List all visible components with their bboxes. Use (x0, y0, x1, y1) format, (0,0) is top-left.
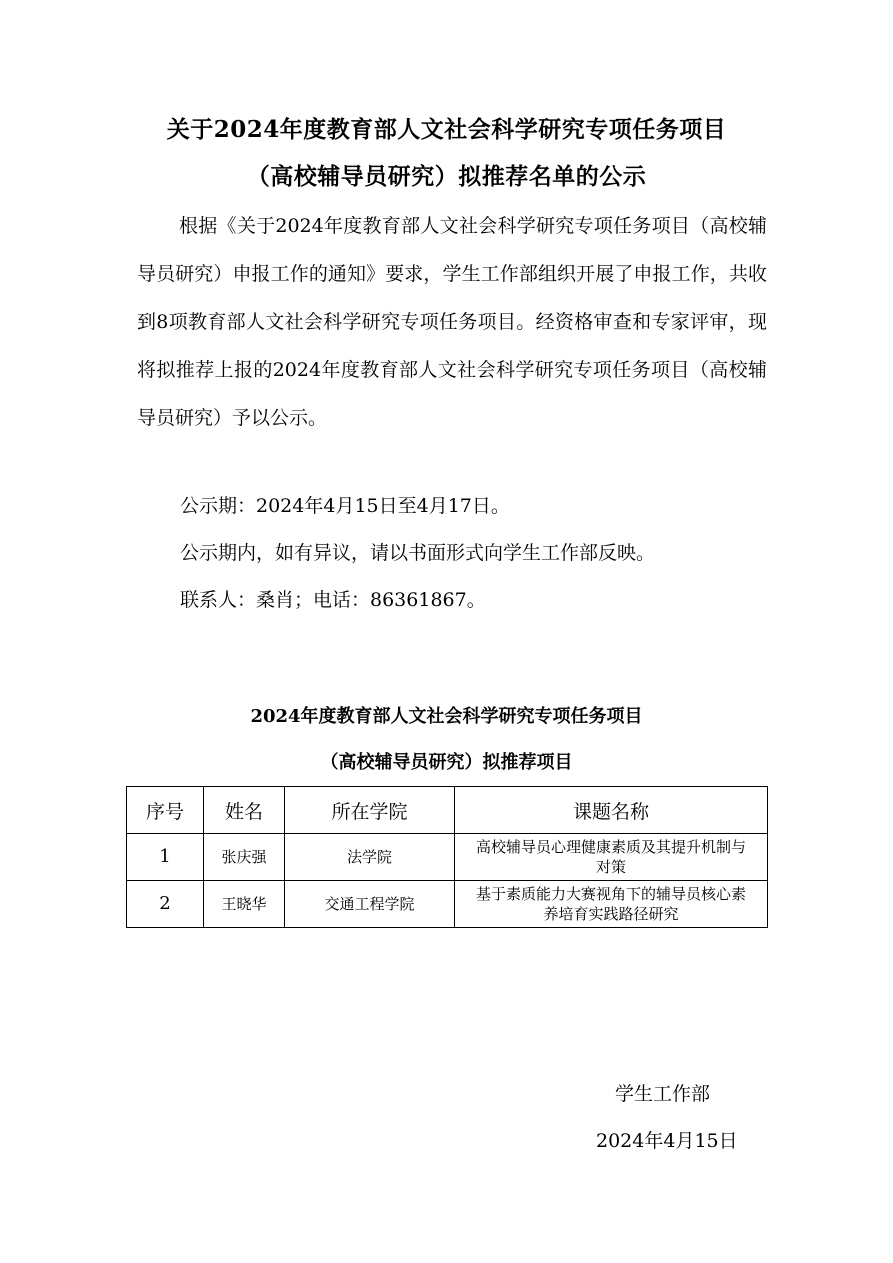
table-row (127, 881, 768, 928)
contact-info: 联系人：桑肖；电话：86361867。 (180, 589, 486, 611)
publicity-period: 公示期：2024年4月15日至4月17日。 (180, 495, 510, 517)
recommended-projects-table (126, 786, 768, 928)
signature-date: 2024年4月15日 (596, 1130, 738, 1152)
header-college: 所在学院 (285, 787, 455, 834)
table-title-line-1: 2024年度教育部人文社会科学研究专项任务项目 (250, 706, 643, 727)
header-topic: 课题名称 (455, 787, 768, 834)
row-num: 2 (127, 881, 204, 928)
objection-notice: 公示期内，如有异议，请以书面形式向学生工作部反映。 (180, 542, 656, 564)
row-college: 交通工程学院 (285, 881, 455, 928)
row-num: 1 (127, 834, 204, 881)
row-college: 法学院 (285, 834, 455, 881)
table-header-row (127, 787, 768, 834)
signature-department: 学生工作部 (615, 1083, 711, 1105)
header-num: 序号 (127, 787, 204, 834)
table-title-line-2: （高校辅导员研究）拟推荐项目 (320, 752, 573, 773)
header-name: 姓名 (204, 787, 285, 834)
announcement-body (137, 202, 767, 442)
document-title-line-2: （高校辅导员研究）拟推荐名单的公示 (246, 163, 647, 190)
announcement-paragraph: 根据《关于2024年度教育部人文社会科学研究专项任务项目（高校辅导员研究）申报工作的通知》要求，学生工作部组织开展了申报工作，共收到8项教育部人文社会科学研究专项任务项目。经资格审查和专家评审，现将拟推荐上报的2024年度教育部人文社会科学研究专项任务项目（高校辅导员研究）予以公示。 (137, 215, 767, 429)
row-name: 张庆强 (204, 834, 285, 881)
row-name: 王晓华 (204, 881, 285, 928)
row-topic: 基于素质能力大赛视角下的辅导员核心素养培育实践路径研究 (455, 881, 768, 928)
table-row (127, 834, 768, 881)
document-title-line-1: 关于2024年度教育部人文社会科学研究专项任务项目 (166, 116, 727, 143)
row-topic: 高校辅导员心理健康素质及其提升机制与对策 (455, 834, 768, 881)
